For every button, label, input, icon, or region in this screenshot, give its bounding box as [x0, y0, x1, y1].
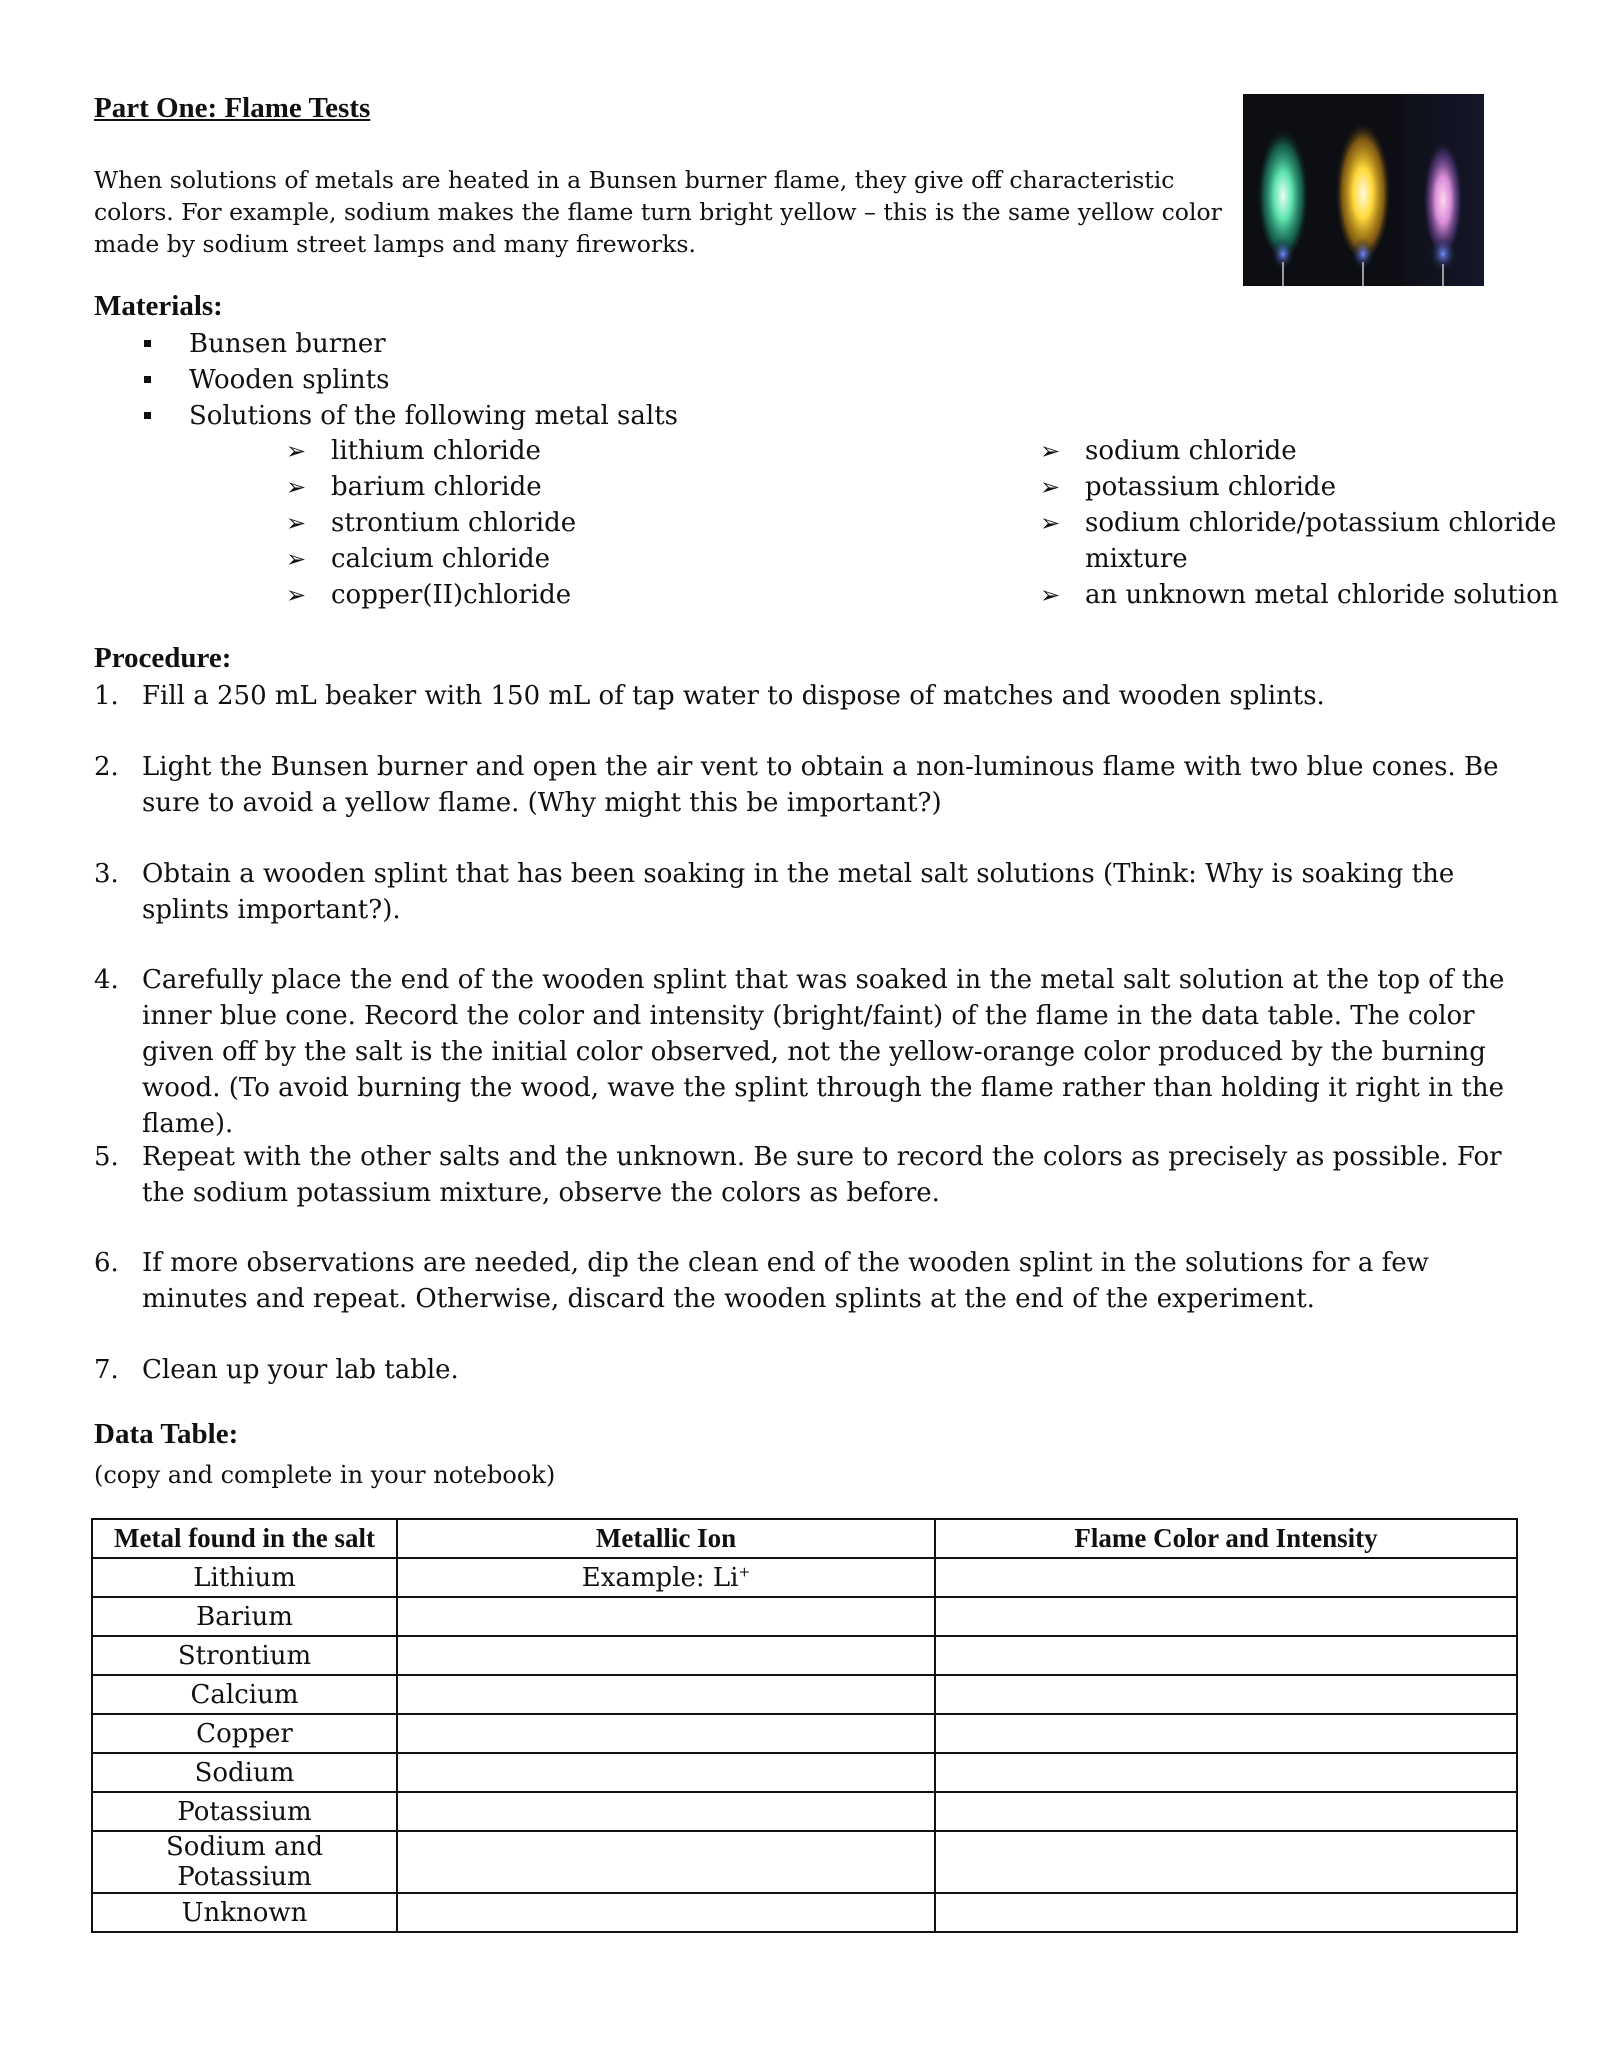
- flame-color-cell[interactable]: [935, 1675, 1517, 1714]
- procedure-step: Clean up your lab table.: [142, 1355, 459, 1385]
- intro-paragraph: When solutions of metals are heated in a Bunsen burner flame, they give off characteristic colors. For example, sodium makes the flame turn bright yellow – this is the same yellow color made by sodium street lamps and many fireworks.: [94, 166, 1222, 258]
- materials-item: Bunsen burner: [189, 329, 386, 359]
- column-header: Flame Color and Intensity: [935, 1519, 1517, 1558]
- arrow-bullet-icon: ➢: [286, 545, 307, 573]
- step-number: 7.: [94, 1355, 119, 1385]
- column-header: Metallic Ion: [397, 1519, 935, 1558]
- metal-cell: Lithium: [92, 1558, 397, 1597]
- ion-cell[interactable]: [397, 1753, 935, 1792]
- flame-color-cell[interactable]: [935, 1558, 1517, 1597]
- table-row: [92, 1753, 1517, 1792]
- salt-item: lithium chloride: [331, 436, 541, 466]
- flame-color-cell[interactable]: [935, 1893, 1517, 1932]
- ion-cell[interactable]: [397, 1714, 935, 1753]
- salt-item: calcium chloride: [331, 544, 550, 574]
- salt-item: sodium chloride: [1085, 436, 1297, 466]
- bullet-icon: [144, 376, 151, 383]
- example-ion: Example: Li: [581, 1562, 739, 1593]
- metal-cell: Potassium: [92, 1792, 397, 1831]
- metal-cell: Sodium and Potassium: [92, 1831, 397, 1893]
- procedure-step: If more observations are needed, dip the clean end of the wooden splint in the solutions for a few minutes and repeat. Otherwise, discard the wooden splints at the end of the experiment.: [142, 1248, 1429, 1314]
- ion-cell[interactable]: [397, 1636, 935, 1675]
- salt-item: sodium chloride/potassium chloride: [1085, 508, 1557, 538]
- step-number: 5.: [94, 1142, 119, 1172]
- flame-color-cell[interactable]: [935, 1597, 1517, 1636]
- metal-cell: Strontium: [92, 1636, 397, 1675]
- table-row: [92, 1597, 1517, 1636]
- data-table-heading: Data Table:: [94, 1418, 239, 1450]
- arrow-bullet-icon: ➢: [286, 581, 307, 609]
- metal-cell: Barium: [92, 1597, 397, 1636]
- salt-item: an unknown metal chloride solution: [1085, 580, 1559, 610]
- arrow-bullet-icon: ➢: [286, 437, 307, 465]
- ion-cell[interactable]: [397, 1792, 935, 1831]
- page-title: Part One: Flame Tests: [94, 92, 371, 124]
- ion-charge: +: [738, 1563, 751, 1580]
- arrow-bullet-icon: ➢: [286, 473, 307, 501]
- step-number: 1.: [94, 681, 119, 711]
- bullet-icon: [144, 412, 151, 419]
- materials-heading: Materials:: [94, 290, 223, 322]
- arrow-bullet-icon: ➢: [286, 509, 307, 537]
- flame-color-cell[interactable]: [935, 1831, 1517, 1893]
- materials-item: Wooden splints: [189, 365, 390, 395]
- salt-item: copper(II)chloride: [331, 580, 572, 610]
- flame-color-cell[interactable]: [935, 1714, 1517, 1753]
- flame-color-cell[interactable]: [935, 1753, 1517, 1792]
- procedure-step: Repeat with the other salts and the unknown. Be sure to record the colors as precisely as possible. For the sodium potassium mixture, observe the colors as before.: [142, 1142, 1502, 1208]
- arrow-bullet-icon: ➢: [1040, 509, 1061, 537]
- ion-cell[interactable]: [397, 1558, 935, 1597]
- salt-item: potassium chloride: [1085, 472, 1336, 502]
- step-number: 3.: [94, 859, 119, 889]
- arrow-bullet-icon: ➢: [1040, 437, 1061, 465]
- data-table-note: (copy and complete in your notebook): [94, 1461, 556, 1489]
- flame-test-photo: [1243, 94, 1484, 286]
- procedure-step: Light the Bunsen burner and open the air vent to obtain a non-luminous flame with two blue cones. Be sure to avoid a yellow flame. (Why might this be important?): [142, 752, 1499, 818]
- salt-item: barium chloride: [331, 472, 542, 502]
- arrow-bullet-icon: ➢: [1040, 581, 1061, 609]
- table-row: [92, 1636, 1517, 1675]
- ion-cell[interactable]: [397, 1675, 935, 1714]
- metal-cell: Calcium: [92, 1675, 397, 1714]
- metal-cell: Copper: [92, 1714, 397, 1753]
- step-number: 4.: [94, 965, 119, 995]
- ion-cell[interactable]: [397, 1597, 935, 1636]
- procedure-step: Obtain a wooden splint that has been soaking in the metal salt solutions (Think: Why is soaking the splints important?).: [142, 859, 1455, 925]
- column-header: Metal found in the salt: [92, 1519, 397, 1558]
- table-row: [92, 1675, 1517, 1714]
- procedure-step: Carefully place the end of the wooden splint that was soaked in the metal salt solution at the top of the inner blue cone. Record the color and intensity (bright/faint) of the flame in the data table. The color given off by the salt is the initial color observed, not the yellow-orange color produced by the burning wood. (To avoid burning the wood, wave the splint through the flame rather than holding it right in the flame).: [142, 965, 1505, 1139]
- table-row: [92, 1792, 1517, 1831]
- metal-cell: Unknown: [92, 1893, 397, 1932]
- salt-item: strontium chloride: [331, 508, 577, 538]
- procedure-heading: Procedure:: [94, 642, 232, 674]
- table-row: [92, 1893, 1517, 1932]
- table-row: [92, 1714, 1517, 1753]
- ion-cell[interactable]: [397, 1893, 935, 1932]
- procedure-step: Fill a 250 mL beaker with 150 mL of tap water to dispose of matches and wooden splints.: [142, 681, 1325, 711]
- ion-cell[interactable]: [397, 1831, 935, 1893]
- arrow-bullet-icon: ➢: [1040, 473, 1061, 501]
- table-row: [92, 1831, 1517, 1893]
- step-number: 6.: [94, 1248, 119, 1278]
- flame-color-cell[interactable]: [935, 1792, 1517, 1831]
- table-row: [92, 1558, 1517, 1597]
- bullet-icon: [144, 340, 151, 347]
- materials-item: Solutions of the following metal salts: [189, 401, 678, 431]
- data-table: [91, 1518, 1518, 1933]
- table-header-row: [92, 1519, 1517, 1558]
- salt-item-continued: mixture: [1085, 544, 1188, 574]
- step-number: 2.: [94, 752, 119, 782]
- metal-cell: Sodium: [92, 1753, 397, 1792]
- flame-color-cell[interactable]: [935, 1636, 1517, 1675]
